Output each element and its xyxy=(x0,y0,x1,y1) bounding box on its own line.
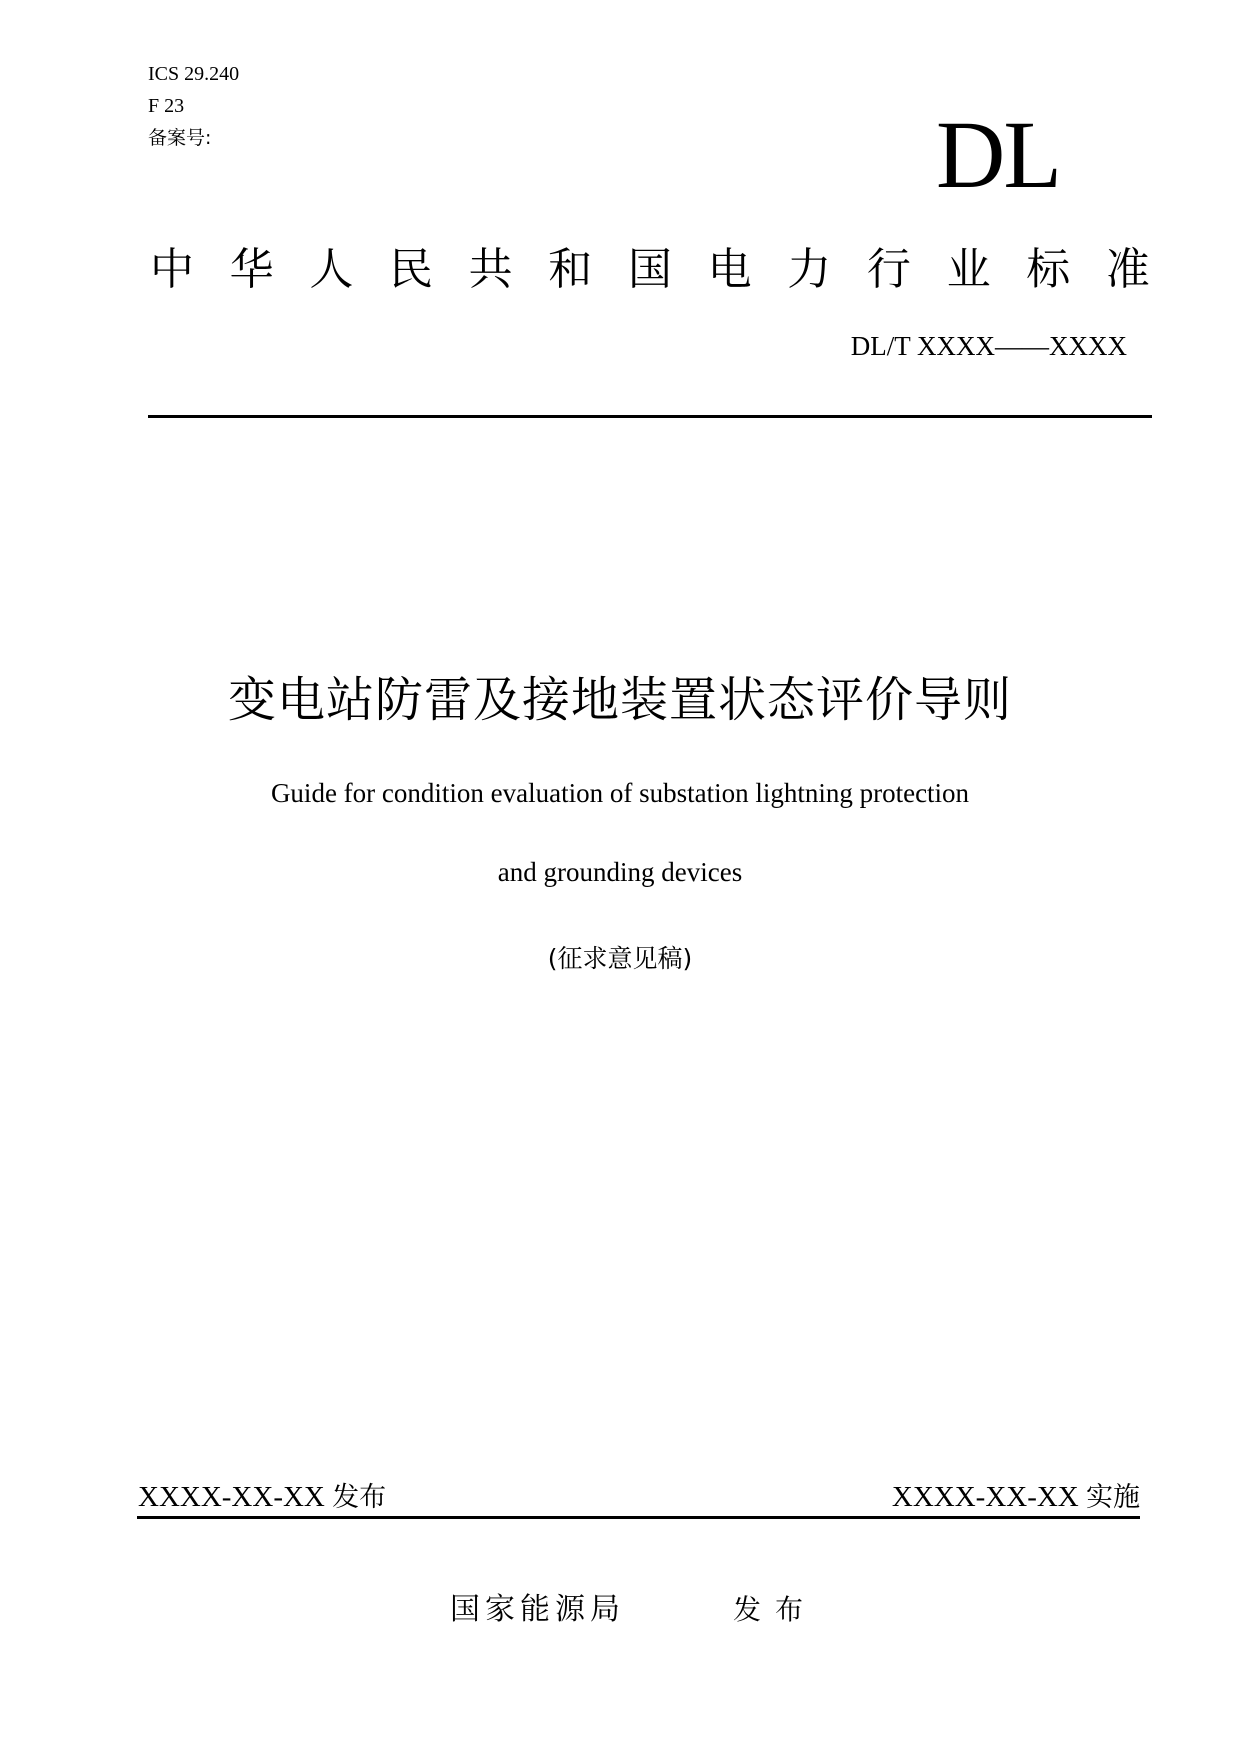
standard-category-title xyxy=(150,242,1150,298)
standard-number: DL/T XXXX——XXXX xyxy=(850,331,1127,361)
top-divider xyxy=(148,415,1152,418)
title-char: 电 xyxy=(707,244,752,295)
document-title-en-line2: and grounding devices xyxy=(497,857,743,887)
title-char: 国 xyxy=(627,244,672,295)
ics-code: ICS 29.240 xyxy=(148,63,240,85)
title-char: 准 xyxy=(1105,244,1150,295)
bottom-divider xyxy=(137,1516,1140,1519)
document-title-en-line1: Guide for condition evaluation of substation lightning protection xyxy=(270,778,970,808)
title-char: 行 xyxy=(866,244,911,295)
title-char: 和 xyxy=(548,244,593,295)
title-char: 中 xyxy=(150,244,194,295)
implement-date-value: XXXX-XX-XX xyxy=(891,1481,1079,1513)
dl-logo: DL xyxy=(936,101,1060,208)
publish-date-value: XXXX-XX-XX xyxy=(138,1481,325,1513)
publisher-action: 发布 xyxy=(733,1593,818,1626)
document-title-cn: 变电站防雷及接地装置状态评价导则 xyxy=(227,672,1012,728)
title-char: 人 xyxy=(309,244,354,295)
draft-status: (征求意见稿) xyxy=(547,944,693,973)
publish-date xyxy=(138,1480,386,1515)
title-char: 业 xyxy=(946,244,991,295)
implement-date xyxy=(892,1480,1140,1515)
ccs-code: F 23 xyxy=(148,95,185,117)
title-char: 华 xyxy=(229,244,274,295)
implement-date-label: 实施 xyxy=(1086,1482,1140,1513)
publish-date-label: 发布 xyxy=(332,1482,387,1513)
publisher-name: 国家能源局 xyxy=(450,1592,625,1627)
filing-number-label: 备案号: xyxy=(148,127,212,149)
title-char: 标 xyxy=(1026,244,1071,295)
title-char: 共 xyxy=(468,244,513,295)
title-char: 力 xyxy=(787,244,832,295)
title-char: 民 xyxy=(388,244,433,295)
